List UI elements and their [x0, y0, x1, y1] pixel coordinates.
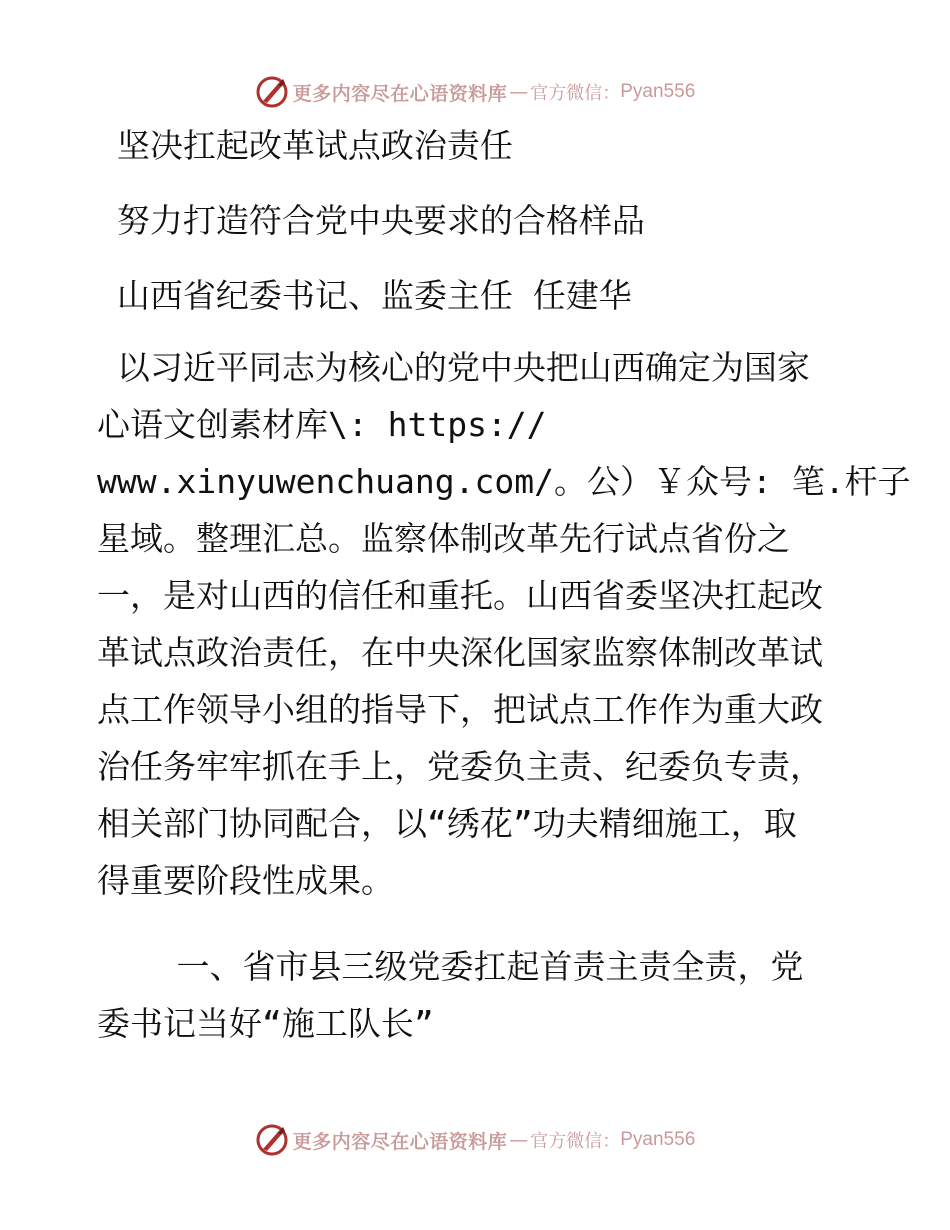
footer-banner	[0, 1120, 950, 1160]
header-banner	[0, 72, 950, 112]
document-title-line-2: 努力打造符合党中央要求的合格样品	[97, 201, 645, 240]
footer-wechat-id: Pyan556	[620, 1129, 696, 1150]
paragraph-1-line: 得重要阶段性成果。	[97, 861, 394, 900]
footer-separator: —	[509, 1129, 529, 1151]
document-title-line-1: 坚决扛起改革试点政治责任	[97, 126, 513, 165]
header-wechat-id: Pyan556	[620, 81, 696, 102]
footer-brand-text: 更多内容尽在心语资料库	[292, 1130, 508, 1153]
paragraph-1-line: 相关部门协同配合，以“绣花”功夫精细施工，取	[97, 804, 797, 843]
paragraph-1-line: 点工作领导小组的指导下，把试点工作作为重大政	[97, 690, 823, 729]
header-wechat-label: 官方微信：	[530, 83, 621, 104]
paragraph-1-line: 一，是对山西的信任和重托。山西省委坚决扛起改	[97, 576, 823, 615]
paragraph-1-line: 以习近平同志为核心的党中央把山西确定为国家	[97, 348, 810, 387]
document-author: 山西省纪委书记、监委主任 任建华	[97, 276, 632, 315]
header-separator: —	[509, 81, 529, 103]
header-brand-text: 更多内容尽在心语资料库	[292, 82, 508, 105]
paragraph-1-line: 治任务牢牢抓在手上，党委负主责、纪委负专责，	[97, 747, 823, 786]
quill-logo-icon	[255, 1123, 289, 1157]
paragraph-1-line: 星域。整理汇总。监察体制改革先行试点省份之	[97, 519, 790, 558]
footer-wechat-label: 官方微信：	[530, 1131, 621, 1152]
paragraph-1-line: 心语文创素材库\: https://	[97, 405, 547, 444]
paragraph-1-line: 革试点政治责任，在中央深化国家监察体制改革试	[97, 633, 823, 672]
quill-logo-icon	[255, 75, 289, 109]
section-1-heading-line: 一、省市县三级党委扛起首责主责全责，党	[97, 947, 804, 986]
paragraph-1-line: www.xinyuwenchuang.com/。公）￥众号: 笔.杆子	[97, 462, 911, 501]
section-1-heading-line: 委书记当好“施工队长”	[97, 1004, 434, 1043]
